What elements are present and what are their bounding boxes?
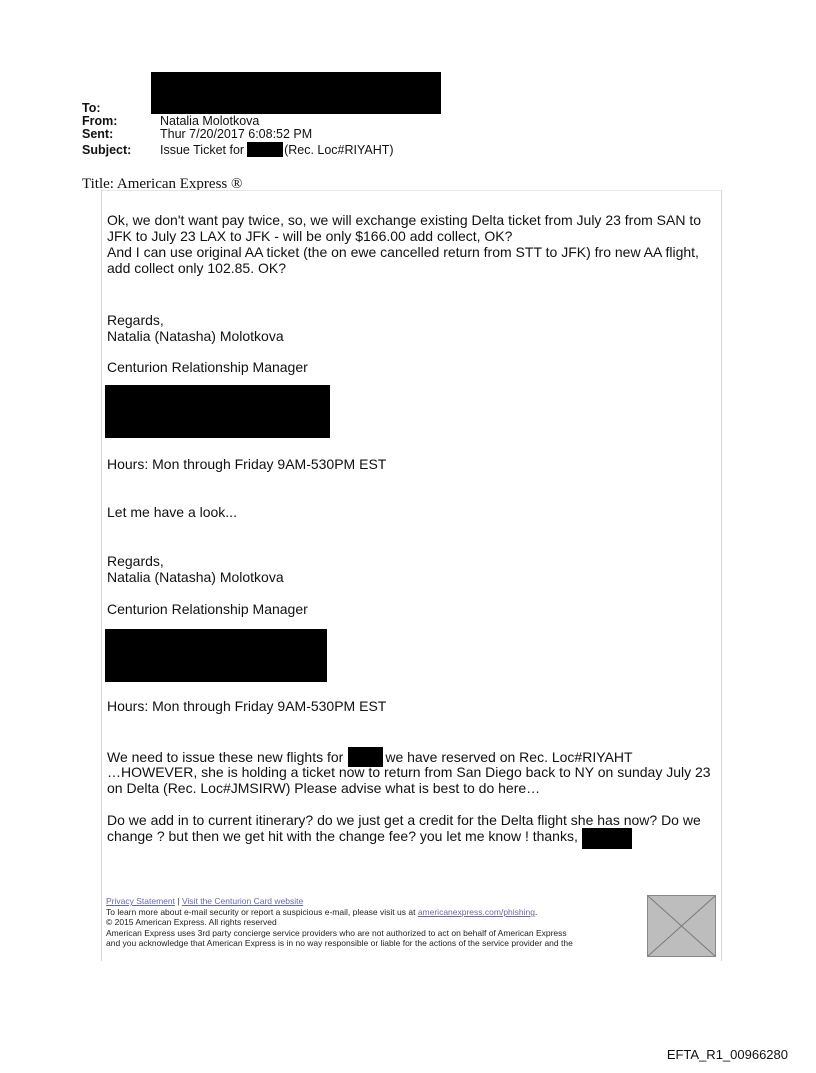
subject-label: Subject: (82, 143, 132, 157)
body-line-look: Let me have a look... (107, 504, 237, 520)
footer-disclaimer-line: and you acknowledge that American Express is in no way responsible or liable for the actions of the service provider and the (106, 938, 573, 948)
regards-1: Regards, (107, 312, 164, 328)
footer-security-line (106, 907, 537, 917)
to-label: To: (82, 101, 101, 115)
body-line: JFK to July 23 LAX to JFK - will be only $166.00 add collect, OK? (107, 228, 513, 244)
hours-2: Hours: Mon through Friday 9AM-530PM EST (107, 698, 387, 714)
signature-name-2: Natalia (Natasha) Molotkova (107, 569, 284, 585)
footer-text: . (534, 907, 538, 917)
image-placeholder-icon (648, 896, 715, 956)
footer-text: To learn more about e-mail security or report a suspicious e-mail, please visit us at (106, 907, 416, 917)
subject-prefix: Issue Ticket for (160, 143, 245, 157)
body-line: …HOWEVER, she is holding a ticket now to return from San Diego back to NY on sunday July 23 (107, 764, 711, 780)
body-line: Ok, we don't want pay twice, so, we will exchange existing Delta ticket from July 23 from SAN to (107, 212, 702, 228)
broken-image-placeholder (647, 895, 716, 957)
redaction-signature-2 (105, 629, 327, 682)
body-line: add collect only 102.85. OK? (107, 260, 287, 276)
footer-separator: | (177, 896, 180, 906)
redaction-sender-name (582, 828, 632, 849)
centurion-website-link[interactable]: Visit the Centurion Card website (181, 896, 304, 906)
redaction-to-recipient (151, 72, 441, 114)
signature-role-1: Centurion Relationship Manager (107, 359, 308, 375)
redaction-signature-1 (105, 385, 330, 438)
subject-row (82, 142, 394, 157)
page-title: Title: American Express ® (82, 176, 243, 192)
body-text: change ? but then we get hit with the change fee? you let me know ! thanks, (107, 828, 578, 844)
body-line: And I can use original AA ticket (the on ewe cancelled return from STT to JFK) fro new AA flight, (107, 244, 699, 260)
footer-disclaimer-line: American Express uses 3rd party concierge service providers who are not authorized to act on behalf of American Express (106, 928, 567, 938)
document-id: EFTA_R1_00966280 (666, 1047, 788, 1062)
body-text: we have reserved on Rec. Loc#RIYAHT (385, 749, 633, 765)
regards-2: Regards, (107, 553, 164, 569)
body-line: on Delta (Rec. Loc#JMSIRW) Please advise what is best to do here… (107, 780, 541, 796)
privacy-statement-link[interactable]: Privacy Statement (106, 896, 175, 906)
sent-row (82, 128, 312, 141)
subject-suffix: (Rec. Loc#RIYAHT) (284, 143, 394, 157)
signature-name-1: Natalia (Natasha) Molotkova (107, 328, 284, 344)
redaction-subject-name (247, 142, 283, 157)
sent-label: Sent: (82, 127, 114, 141)
body-line (107, 828, 632, 849)
from-label: From: (82, 114, 118, 128)
footer-links (106, 896, 303, 906)
footer-copyright: © 2015 American Express. All rights reserved (106, 917, 277, 927)
body-line: Do we add in to current itinerary? do we just get a credit for the Delta flight she has now? Do we (107, 812, 701, 828)
phishing-link[interactable]: americanexpress.com/phishing (417, 907, 535, 917)
from-value: Natalia Molotkova (160, 114, 260, 128)
hours-1: Hours: Mon through Friday 9AM-530PM EST (107, 456, 387, 472)
signature-role-2: Centurion Relationship Manager (107, 601, 308, 617)
body-text: We need to issue these new flights for (107, 749, 344, 765)
sent-value: Thur 7/20/2017 6:08:52 PM (160, 127, 313, 141)
